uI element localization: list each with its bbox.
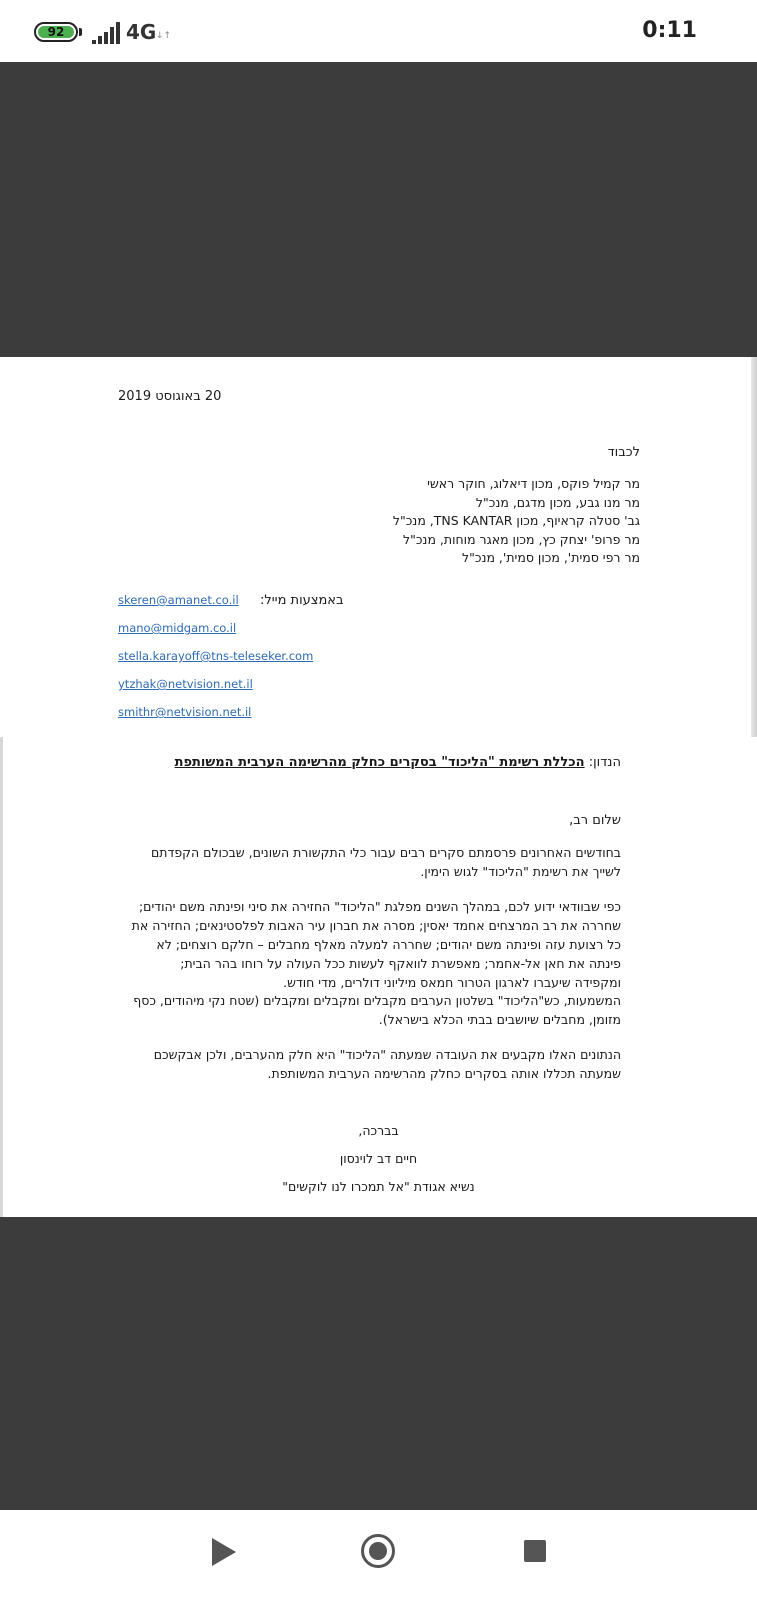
- closing-text: בברכה,: [358, 1123, 399, 1138]
- paragraph: הנתונים האלו מקבעים את העובדה שמעתה "הליכוד" היא חלק מהערבים, ולכן אבקשכם שמעתה תכללו אותה בסקרים כחלק מהרשימה הערבית המשותפת.: [153, 1047, 621, 1081]
- signer-name-text: חיים דב לוינסון: [339, 1151, 418, 1166]
- via-email-label: באמצעות מייל:: [260, 593, 344, 608]
- battery-tip: [79, 28, 82, 36]
- letter-subject: [175, 755, 621, 770]
- navigation-bar: [0, 1510, 757, 1600]
- email-link[interactable]: ytzhak@netvision.net.il: [118, 677, 253, 691]
- back-triangle-icon[interactable]: [212, 1538, 236, 1566]
- email-link[interactable]: stella.karayoff@tns-teleseker.com: [118, 649, 314, 663]
- signal-strength-icon: [92, 22, 122, 44]
- recipients-list: [160, 475, 640, 568]
- email-link[interactable]: smithr@netvision.net.il: [118, 705, 252, 719]
- clock: 0:11: [642, 18, 697, 43]
- recipient: מר מנו גבע, מכון מדגם, מנכ"ל: [475, 494, 640, 510]
- recipient: מר קמיל פוקס, מכון דיאלוג, חוקר ראשי: [427, 476, 640, 491]
- paragraph: בחודשים האחרונים פרסמתם סקרים רבים עבור כלי התקשורת השונים, שבכולם הקפדתם לשייך את רשימת "הליכוד" לגוש הימין.: [151, 845, 621, 879]
- subject-text: הכללת רשימת "הליכוד" בסקרים כחלק מהרשימה הערבית המשותפת: [174, 755, 585, 770]
- email-list: [118, 593, 358, 733]
- recipient: מר פרופ' יצחק כץ, מכון מאגר מוחות, מנכ"ל: [402, 531, 640, 547]
- data-activity-icon: ↓↑: [156, 31, 172, 41]
- recent-apps-square-icon[interactable]: [524, 1540, 546, 1562]
- network-type: 4G: [126, 20, 157, 44]
- closing: [0, 1123, 757, 1138]
- page-edge: [0, 737, 3, 1217]
- image-viewer[interactable]: [0, 62, 757, 1510]
- subject-label: הנדון:: [588, 755, 621, 770]
- letter-document: [0, 357, 757, 1217]
- letter-date: 20 באוגוסט 2019: [118, 389, 222, 404]
- battery-icon: [34, 22, 78, 42]
- home-inner-dot: [369, 1542, 387, 1560]
- to-label: לכבוד: [607, 445, 640, 460]
- email-link[interactable]: mano@midgam.co.il: [118, 621, 237, 635]
- battery-level: 92: [47, 25, 65, 39]
- home-circle-icon[interactable]: [361, 1534, 395, 1568]
- signer-title-text: נשיא אגודת "אל תמכרו לנו לוקשים": [282, 1179, 475, 1194]
- email-link[interactable]: skeren@amanet.co.il: [118, 593, 239, 607]
- greeting: שלום רב,: [569, 813, 621, 828]
- signer-name: [0, 1151, 757, 1166]
- status-bar: [0, 0, 757, 62]
- paragraph: כפי שבוודאי ידוע לכם, במהלך השנים מפלגת "הליכוד" החזירה את סיני ופינתה משם יהודים; שחררה את רב המרצחים אחמד יאסין; מסרה את חברון עיר האבות לפלסטינאים; החזירה את כל רצועת עזה ופינתה משם יהודים; שחררה למעלה מאלף מחבלים – חלקם רוצחים; לא פינתה את חאן אל-אחמר; מאפשרת לוואקף לעשות ככל העולה על רוחו בהר הבית; ומקפידה שיעברו לארגון הטרור חמאס מיליוני דולרים, מדי חודש.: [131, 899, 621, 990]
- recipient: גב' סטלה קראיוף, מכון TNS KANTAR, מנכ"ל: [392, 513, 640, 528]
- signer-title: [0, 1179, 757, 1194]
- page-edge: [751, 357, 757, 737]
- recipient: מר רפי סמית', מכון סמית', מנכ"ל: [462, 550, 640, 565]
- paragraph: המשמעות, כש"הליכוד" בשלטון הערבים מקבלים ומקבלים ומקבלים (שטח נקי מיהודים, כסף מזומן, מחבלים שיושבים בבתי הכלא בישראל).: [133, 993, 621, 1027]
